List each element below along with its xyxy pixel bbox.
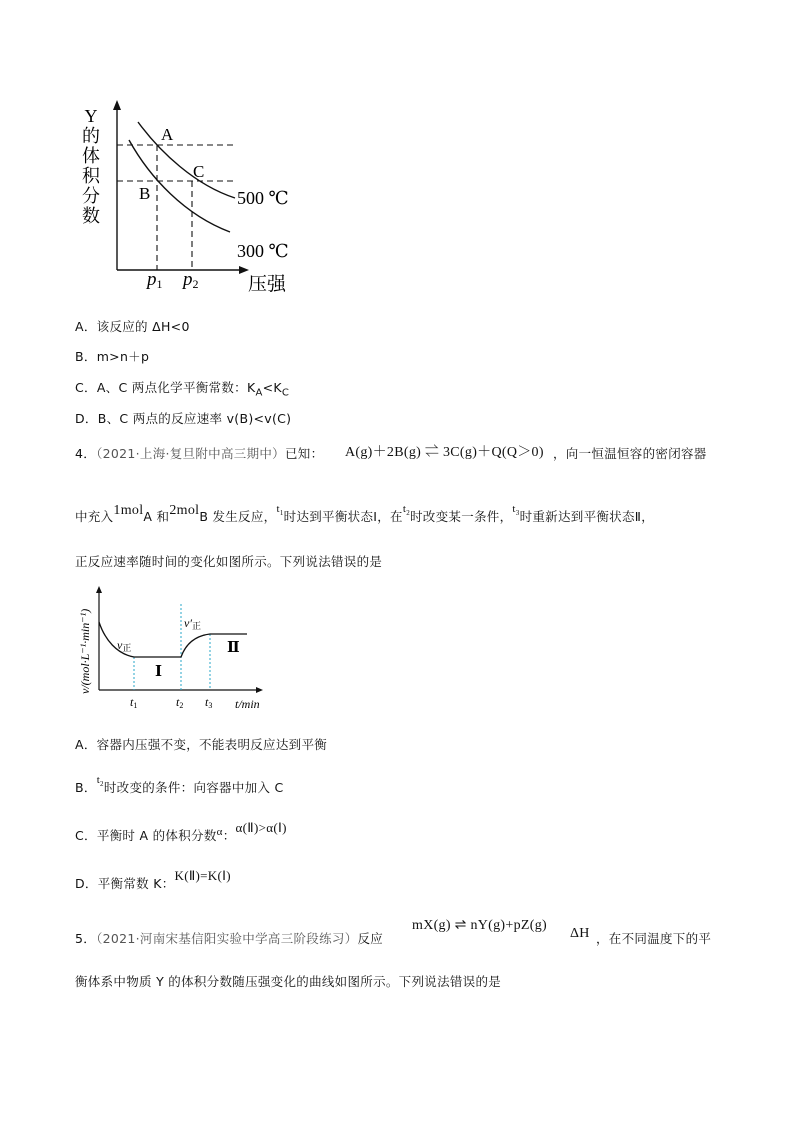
subscript: A [255,387,263,399]
fig2-xlabel: t/min [235,697,260,711]
question-source: （2021·河南宋基信阳实验中学高三阶段练习） [96,931,358,946]
fig2-v-forward: v正 [117,638,132,653]
fig1-label-300c: 300 ℃ [237,241,289,261]
fig2-tick-t2: t2 [176,695,184,710]
question-text: 反应 [357,931,384,946]
q5-line1-tail: ，在不同温度下的平 [596,931,712,946]
fig1-tick-p2: p2 [183,269,199,291]
q4-option-c [75,820,287,844]
option-text: m>n＋p [96,349,150,364]
fig1-ylabel-1: 的 [82,126,100,146]
subscript: 2 [406,509,410,518]
question-text: 中充入 [75,509,114,524]
q5-delta-h: ΔH [570,926,590,941]
fig1-ylabel-2: 体 [82,146,100,166]
option-letter: A． [75,737,97,752]
fig1-label-500c: 500 ℃ [237,188,289,208]
fig1-ylabel-5: 数 [82,206,100,226]
question-number: 4． [75,446,97,461]
fig2-tick-t3: t3 [205,695,213,710]
option-text: 该反应的 ΔH<0 [96,319,190,334]
option-letter: A． [75,319,97,334]
q4-equation: A(g)＋2B(g) ⇌ 3C(g)＋Q(Q＞0) [345,445,544,460]
question-text: 时改变某一条件， [410,509,513,524]
fig2-y-arrow [96,586,102,593]
option-letter: B． [75,780,97,795]
fig1-ylabel-0: Y [84,106,98,126]
q4-line1-tail: ，向一恒温恒容的密闭容器 [553,446,707,461]
subscript: 3 [515,509,520,518]
q4-line3: 正反应速率随时间的变化如图所示。下列说法错误的是 [75,554,383,569]
question-text: 时达到平衡状态Ⅰ，在 [283,509,403,524]
amount-1mol: 1mol [113,503,144,518]
fig1-ylabel-3: 积 [82,166,100,186]
option-formula: K(Ⅱ)=K(Ⅰ) [174,868,231,883]
fig1-ylabel-4: 分 [82,186,100,206]
q3-option-d [75,409,291,427]
subscript: 2 [100,780,104,789]
option-formula: α(Ⅱ)>α(Ⅰ) [235,820,287,835]
fig2-state-1: Ⅰ [155,664,163,680]
question-source: （2021·上海·复旦附中高三期中） [96,446,285,461]
question-text: 已知： [284,446,324,461]
q5-line2: 衡体系中物质 Y 的体积分数随压强变化的曲线如图所示。下列说法错误的是 [75,974,502,989]
fig2-state-2: Ⅱ [227,640,240,656]
option-letter: C． [75,380,97,395]
fig2-tick-t1: t1 [130,695,138,710]
fig1-point-b: B [139,184,151,203]
fig1-x-arrow [239,266,249,274]
alpha-symbol: α [216,826,223,838]
time-t3: t [512,503,516,515]
fig1-curve-500c [138,122,235,198]
fig1-point-c: C [193,162,205,181]
question-text: A 和 [143,509,170,524]
amount-2mol: 2mol [169,503,200,518]
time-t2: t [96,774,101,786]
option-letter: C． [75,828,97,843]
time-t1: t [276,503,280,515]
fig1-xlabel: 压强 [248,274,287,295]
option-text: <K [262,380,282,395]
option-text: 平衡时 A 的体积分数 [96,828,217,843]
question-number: 5． [75,931,97,946]
q4-line2 [75,503,655,526]
fig2-x-arrow [256,687,263,693]
q4-option-d [75,868,231,892]
subscript: C [281,387,290,399]
option-text: A、C 两点化学平衡常数：K [96,380,256,395]
q4-line1 [75,444,323,462]
q3-option-a [75,317,190,335]
q4-option-b [75,774,284,797]
figure-rate-vs-time [75,582,275,720]
subscript: 1 [279,509,284,518]
option-letter: D． [75,411,98,426]
q3-option-c [75,378,289,399]
option-letter: D． [75,876,98,891]
time-t2: t [402,503,407,515]
option-text: 平衡常数 K： [97,876,175,891]
fig1-tick-p1: p1 [147,269,163,291]
option-text: 时改变的条件：向容器中加入 C [103,780,284,795]
option-text: ： [222,828,236,843]
fig1-point-a: A [161,125,174,144]
q3-option-b [75,347,149,365]
option-text: 容器内压强不变，不能表明反应达到平衡 [96,737,328,752]
fig2-v-prime: v′正 [184,616,201,631]
q4-option-a [75,735,327,753]
fig2-ylabel: v/(mol·L⁻¹·min⁻¹) [78,608,92,694]
question-text: B 发生反应， [199,509,277,524]
q5-line1 [75,929,383,947]
option-letter: B． [75,349,97,364]
option-text: B、C 两点的反应速率 v(B)<v(C) [97,411,292,426]
q5-equation: mX(g) ⇌ nY(g)+pZ(g) [412,918,547,933]
figure-y-volume-fraction-vs-pressure [75,100,315,295]
fig1-y-arrow [113,100,121,110]
question-text: 时重新达到平衡状态Ⅱ， [519,509,655,524]
